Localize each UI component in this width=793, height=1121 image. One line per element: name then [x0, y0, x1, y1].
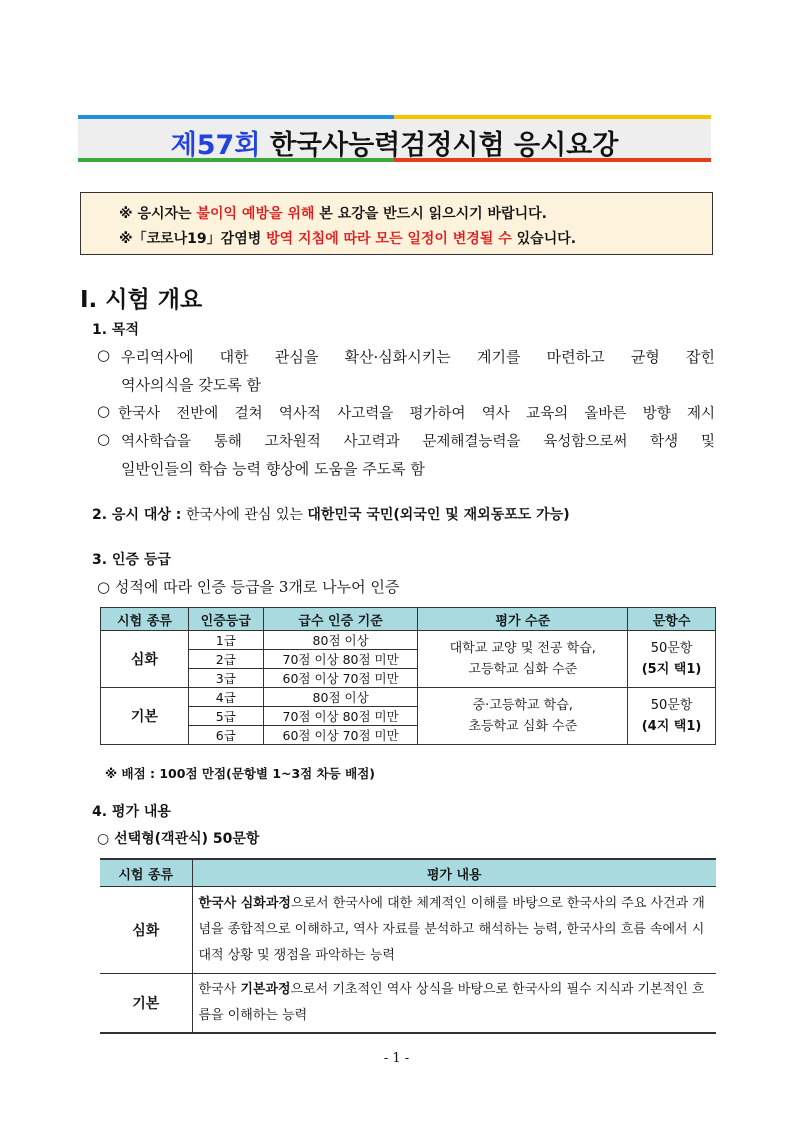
- purpose-bullet-3-line-2: 일반인들의 학습 능력 향상에 도움을 주도록 함: [121, 460, 425, 478]
- purpose-bullet-2-marker: ○: [97, 402, 111, 420]
- notice-line-2: [119, 228, 576, 248]
- evaluation-bullet: ○ 선택형(객관식) 50문항: [97, 831, 260, 847]
- grade-cell: 1급: [188, 631, 263, 650]
- grade-cell: 6급: [188, 726, 263, 745]
- count-cell-advanced: [628, 631, 716, 688]
- grade-header-criteria: 급수 인증 기준: [263, 608, 418, 631]
- table-row: [100, 974, 716, 1034]
- level-basic-line-1: 중·고등학교 학습,: [472, 698, 573, 713]
- purpose-heading: 1. 목적: [92, 322, 139, 338]
- count-cell-basic: [628, 688, 716, 745]
- grade-header-level: 평가 수준: [418, 608, 628, 631]
- count-basic-line-1: 50문항: [650, 698, 693, 713]
- grade-table-header: [101, 608, 716, 631]
- grade-cell: 5급: [188, 707, 263, 726]
- purpose-bullet-1-line-2: 역사의식을 갖도록 함: [121, 376, 261, 394]
- level-cell-basic: [418, 688, 628, 745]
- criteria-cell: 70점 이상 80점 미만: [263, 650, 418, 669]
- criteria-cell: 70점 이상 80점 미만: [263, 707, 418, 726]
- grades-heading: 3. 인증 등급: [92, 552, 171, 568]
- title-rest: 한국사능력검정시험 응시요강: [269, 130, 619, 161]
- target-plain: 한국사에 관심 있는: [181, 507, 308, 523]
- criteria-cell: 60점 이상 70점 미만: [263, 726, 418, 745]
- content-table-header: [100, 859, 716, 887]
- page-number: - 1 -: [383, 1051, 410, 1066]
- grade-kind-advanced: 심화: [101, 631, 189, 688]
- content-basic-text: 으로서 기초적인 역사 상식을 바탕으로 한국사의 필수 지식과 기본적인 흐름을 이해하는 능력: [198, 982, 705, 1023]
- grade-header-kind: 시험 종류: [101, 608, 189, 631]
- notice-2-prefix: ※「코로나19」감염병: [119, 231, 267, 247]
- content-desc-advanced: [192, 887, 716, 974]
- criteria-cell: 80점 이상: [263, 688, 418, 707]
- content-desc-basic: [192, 974, 716, 1034]
- content-kind-advanced: 심화: [100, 887, 192, 974]
- content-table: [100, 858, 716, 1034]
- content-basic-prefix: 한국사: [198, 982, 241, 997]
- content-advanced-bold: 한국사 심화과정: [198, 896, 291, 911]
- content-header-description: 평가 내용: [192, 859, 716, 887]
- criteria-cell: 80점 이상: [263, 631, 418, 650]
- content-header-kind: 시험 종류: [100, 859, 192, 887]
- notice-2-suffix: 있습니다.: [511, 231, 577, 247]
- grade-cell: 3급: [188, 669, 263, 688]
- title-number: 제57회: [170, 130, 261, 161]
- notice-1-suffix: 본 요강을 반드시 읽으시기 바랍니다.: [314, 206, 547, 222]
- grade-table: [100, 607, 716, 745]
- grade-cell: 2급: [188, 650, 263, 669]
- notice-1-emphasis: 불이익 예방을 위해: [196, 206, 315, 222]
- table-row: [101, 688, 716, 707]
- level-advanced-line-1: 대학교 교양 및 전공 학습,: [449, 641, 596, 656]
- evaluation-heading: 4. 평가 내용: [92, 804, 171, 820]
- criteria-cell: 60점 이상 70점 미만: [263, 669, 418, 688]
- content-basic-bold: 기본과정: [240, 982, 291, 997]
- grade-kind-basic: 기본: [101, 688, 189, 745]
- purpose-bullet-1-line-1: 우리역사에 대한 관심을 확산·심화시키는 계기를 마련하고 균형 잡힌: [121, 348, 715, 366]
- notice-line-1: [119, 203, 547, 223]
- level-cell-advanced: [418, 631, 628, 688]
- title-banner: [78, 115, 711, 162]
- target-bold: 대한민국 국민(외국인 및 재외동포도 가능): [307, 507, 570, 523]
- page-title: [78, 123, 711, 162]
- table-row: [100, 887, 716, 974]
- title-bar-blue: [78, 115, 394, 119]
- level-basic-line-2: 초등학교 심화 수준: [468, 719, 578, 734]
- section-heading: Ⅰ. 시험 개요: [80, 287, 203, 313]
- purpose-bullet-3-marker: ○: [97, 430, 111, 448]
- target-heading: 2. 응시 대상 :: [92, 507, 182, 523]
- purpose-bullet-1-marker: ○: [97, 346, 111, 364]
- count-advanced-line-2: (5지 택1): [641, 662, 702, 677]
- score-note: ※ 배점 : 100점 만점(문항별 1~3점 차등 배점): [105, 766, 375, 781]
- count-advanced-line-1: 50문항: [650, 641, 693, 656]
- notice-2-emphasis: 방역 지침에 따라 모든 일정이 변경될 수: [266, 231, 512, 247]
- grade-header-count: 문항수: [628, 608, 716, 631]
- level-advanced-line-2: 고등학교 심화 수준: [468, 662, 578, 677]
- grade-header-grade: 인증등급: [188, 608, 263, 631]
- notice-1-prefix: ※ 응시자는: [119, 206, 197, 222]
- content-advanced-text: 으로서 한국사에 대한 체계적인 이해를 바탕으로 한국사의 주요 사건과 개념을 종합적으로 이해하고, 역사 자료를 분석하고 해석하는 능력, 한국사의 흐름 속에서 시대적 상황 및 쟁점을 파악하는 능력: [198, 896, 705, 963]
- count-basic-line-2: (4지 택1): [641, 719, 702, 734]
- notice-box: [80, 192, 713, 255]
- title-bar-yellow: [394, 115, 711, 119]
- purpose-bullet-3-line-1: 역사학습을 통해 고차원적 사고력과 문제해결능력을 육성함으로써 학생 및: [121, 434, 715, 450]
- grades-bullet: ○ 성적에 따라 인증 등급을 3개로 나누어 인증: [97, 578, 400, 596]
- target-line: [92, 504, 570, 524]
- table-row: [101, 631, 716, 650]
- grade-cell: 4급: [188, 688, 263, 707]
- purpose-bullet-2-line-1: 한국사 전반에 걸쳐 역사적 사고력을 평가하여 역사 교육의 올바른 방향 제시: [118, 406, 715, 422]
- content-kind-basic: 기본: [100, 974, 192, 1034]
